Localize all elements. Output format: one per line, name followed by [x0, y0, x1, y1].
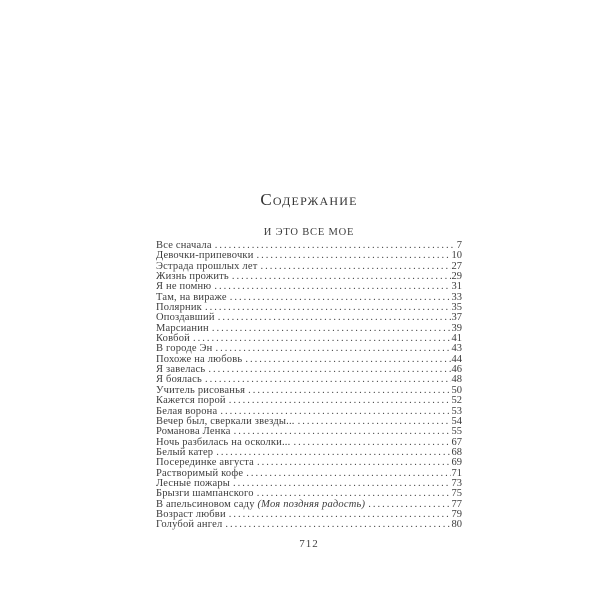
toc-entry-page-number: 77	[451, 498, 462, 510]
toc-entry-title: Романова Ленка	[156, 426, 231, 438]
toc-entry-row	[156, 364, 462, 374]
dot-leader	[215, 240, 456, 251]
toc-entry-row	[156, 240, 462, 250]
toc-entry-row	[156, 250, 462, 260]
dot-leader	[205, 374, 451, 385]
dot-leader	[234, 426, 451, 437]
dot-leader	[232, 271, 451, 282]
dot-leader	[245, 354, 450, 365]
toc-entry-page-number: 50	[451, 384, 462, 396]
toc-entry-title: Я не помню	[156, 281, 212, 293]
dot-leader	[216, 447, 450, 458]
toc-entry-row	[156, 437, 462, 447]
toc-entry-title: Посерединке августа	[156, 457, 255, 469]
dot-leader	[229, 395, 451, 406]
toc-entry-row	[156, 333, 462, 343]
toc-entry-page-number: 67	[451, 436, 462, 448]
toc-entry-row	[156, 499, 462, 509]
toc-entry-row	[156, 488, 462, 498]
toc-entry-row	[156, 343, 462, 353]
toc-entry-page-number: 52	[451, 395, 462, 407]
dot-leader	[257, 457, 450, 468]
toc-entry-title: Девочки-припевочки	[156, 250, 254, 262]
toc-entry-title: В городе Эн	[156, 343, 213, 355]
toc-entry-page-number: 7	[456, 240, 462, 251]
toc-entry-page-number: 79	[451, 508, 462, 520]
toc-entry-title: Кажется порой	[156, 395, 226, 407]
toc-entry-page-number: 80	[451, 519, 462, 531]
toc-entry-row	[156, 281, 462, 291]
toc-entry-title: Ночь разбилась на осколки...	[156, 436, 291, 448]
dot-leader	[205, 302, 451, 313]
dot-leader	[212, 323, 451, 334]
dot-leader	[218, 312, 451, 323]
toc-entry-title: Эстрада прошлых лет	[156, 260, 258, 272]
toc-entry-title: Белая ворона	[156, 405, 218, 417]
toc-entry-page-number: 54	[451, 415, 462, 427]
toc-entry-row	[156, 478, 462, 488]
toc-entry-title: Брызги шампанского	[156, 488, 254, 500]
toc-entry-row	[156, 312, 462, 322]
dot-leader	[208, 364, 450, 375]
toc-entry-row	[156, 416, 462, 426]
toc-entry-title: Похоже на любовь	[156, 353, 243, 365]
toc-entry-title: Учитель рисованья	[156, 384, 246, 396]
toc-entry-page-number: 71	[451, 467, 462, 479]
toc-entry-title: Голубой ангел	[156, 519, 223, 531]
toc-entry-title: Я завелась	[156, 364, 206, 376]
toc-entry-page-number: 35	[451, 302, 462, 314]
toc-entry-row	[156, 395, 462, 405]
toc-entry-page-number: 48	[451, 374, 462, 386]
toc-entry-page-number: 53	[451, 405, 462, 417]
toc-entry-page-number: 68	[451, 446, 462, 458]
dot-leader	[230, 292, 451, 303]
page-title: Содержание	[260, 190, 358, 209]
dot-leader	[220, 406, 450, 417]
toc-entry-title: Ковбой	[156, 333, 190, 345]
toc-entry-title: Там, на вираже	[156, 291, 227, 303]
toc-entry-row	[156, 457, 462, 467]
toc-entry-page-number: 29	[451, 271, 462, 283]
toc-entry-row	[156, 426, 462, 436]
dot-leader	[257, 488, 451, 499]
toc-entry-row	[156, 323, 462, 333]
toc-entry-title: Вечер был, сверкали звезды...	[156, 415, 295, 427]
toc-entry-page-number: 37	[451, 312, 462, 324]
toc-entry-row	[156, 406, 462, 416]
toc-entry-row	[156, 447, 462, 457]
toc-entry-row	[156, 509, 462, 519]
toc-entry-title: Растворимый кофе	[156, 467, 244, 479]
toc-entry-row	[156, 385, 462, 395]
dot-leader	[229, 509, 451, 520]
toc-entry-row	[156, 519, 462, 529]
toc-entry-page-number: 39	[451, 322, 462, 334]
section-header: И ЭТО ВСЕ МОЕ	[263, 227, 355, 238]
dot-leader	[298, 416, 451, 427]
toc-entry-page-number: 44	[451, 353, 462, 365]
toc-entry-page-number: 27	[451, 260, 462, 272]
toc-entry-page-number: 69	[451, 457, 462, 469]
toc-entry-title: Все сначала	[156, 240, 212, 251]
toc-entry-page-number: 73	[451, 477, 462, 489]
page-number: 712	[299, 538, 319, 550]
toc-entry-title: Опоздавший	[156, 312, 215, 324]
toc-entry-row	[156, 354, 462, 364]
dot-leader	[248, 385, 450, 396]
toc-entry-page-number: 75	[451, 488, 462, 500]
dot-leader	[233, 478, 450, 489]
toc-entry-row	[156, 271, 462, 281]
dot-leader	[225, 519, 450, 530]
toc-entry-title: Марсианин	[156, 322, 209, 334]
dot-leader	[216, 343, 451, 354]
toc-entry-title: Лесные пожары	[156, 477, 231, 489]
toc-entry-page-number: 43	[451, 343, 462, 355]
toc-entry-page-number: 10	[451, 250, 462, 262]
dot-leader	[246, 468, 450, 479]
dot-leader	[368, 499, 450, 510]
dot-leader	[193, 333, 451, 344]
toc-entry-title: Полярник	[156, 302, 202, 314]
toc-entry-title: Белый катер	[156, 446, 214, 458]
toc-entry-row	[156, 261, 462, 271]
toc-entry-title: Я боялась	[156, 374, 202, 386]
dot-leader	[214, 281, 450, 292]
toc-entry-title: В апельсиновом саду (Моя поздняя радость)	[156, 498, 366, 510]
toc-entry-title-italic: (Моя поздняя радость)	[254, 498, 366, 510]
toc-entry-page-number: 41	[451, 333, 462, 345]
toc-entry-page-number: 31	[451, 281, 462, 293]
dot-leader	[257, 250, 451, 261]
toc-entry-title: Возраст любви	[156, 508, 226, 520]
toc-entry-page-number: 55	[451, 426, 462, 438]
toc-entry-title: Жизнь прожить	[156, 271, 229, 283]
toc-entry-row	[156, 292, 462, 302]
toc-list	[156, 240, 462, 530]
dot-leader	[293, 437, 450, 448]
dot-leader	[261, 261, 451, 272]
toc-entry-row	[156, 374, 462, 384]
toc-entry-page-number: 46	[451, 364, 462, 376]
toc-entry-page-number: 33	[451, 291, 462, 303]
toc-entry-row	[156, 468, 462, 478]
toc-entry-row	[156, 302, 462, 312]
